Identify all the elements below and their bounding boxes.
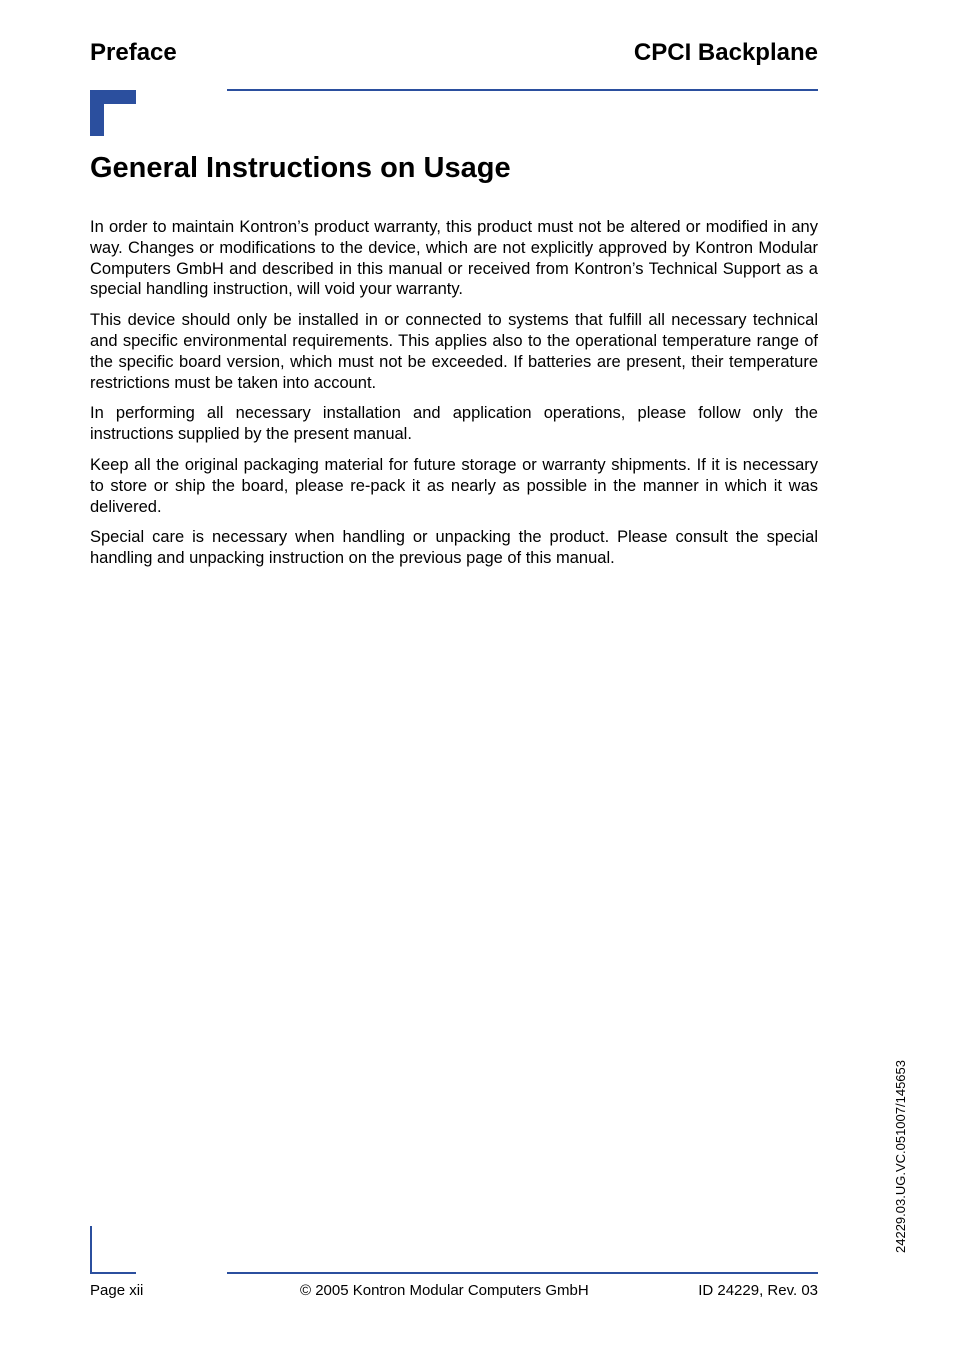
footer-divider	[227, 1272, 818, 1274]
header-divider	[227, 89, 818, 91]
footer-page-number: Page xii	[90, 1282, 144, 1299]
paragraph-handling: Special care is necessary when handling or unpacking the product. Please consult the special handling and unpacking instruction on the previous page of this manual.	[90, 528, 818, 568]
page-title: General Instructions on Usage	[90, 152, 511, 184]
footer-document-id: ID 24229, Rev. 03	[698, 1282, 818, 1299]
body-content	[90, 217, 818, 579]
header-product-title: CPCI Backplane	[633, 39, 818, 66]
paragraph-requirements: This device should only be installed in or connected to systems that fulfill all necessary technical and specific environmental requirements. This applies also to the operational temperature range of the specific board version, which must not be exceeded. If batteries are present, their temperature restrictions must be taken into account.	[90, 311, 818, 392]
corner-bracket-bottom-icon	[90, 1226, 136, 1274]
paragraph-packaging: Keep all the original packaging material for future storage or warranty shipments. If it is necessary to store or ship the board, please re-pack it as nearly as possible in the manner in which it was delivered.	[90, 455, 818, 516]
paragraph-warranty: In order to maintain Kontron’s product warranty, this product must not be altered or modified in any way. Changes or modifications to the device, which are not explicitly approved by Kontron Modular Computers GmbH and described in this manual or received from Kontron’s Technical Support as a special handling instruction, will void your warranty.	[90, 218, 818, 299]
document-revision-code: 24229.03.UG.VC.051007/145653	[893, 1060, 908, 1253]
footer-copyright: © 2005 Kontron Modular Computers GmbH	[300, 1282, 589, 1299]
paragraph-installation: In performing all necessary installation and application operations, please follow only the instructions supplied by the present manual.	[90, 404, 818, 444]
corner-bracket-top-icon	[90, 90, 136, 136]
header-section-title: Preface	[90, 39, 177, 66]
